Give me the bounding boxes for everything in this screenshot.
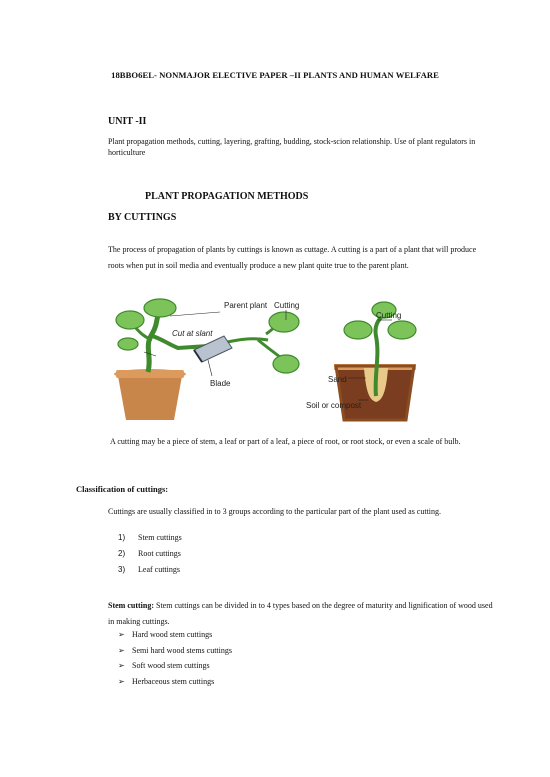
label-cutting-right: Cutting <box>376 311 402 320</box>
arrow-bullet-icon: ➢ <box>118 645 125 655</box>
cutting-types-list <box>118 530 182 578</box>
left-pot <box>114 369 186 420</box>
label-sand: Sand <box>328 375 347 384</box>
label-parent-plant: Parent plant <box>224 301 268 310</box>
syllabus-text: Plant propagation methods, cutting, layering, grafting, budding, stock-scion relationship. Use of plant regulators in horticulture <box>108 137 476 157</box>
list-item: 1) Stem cuttings <box>118 533 182 542</box>
classification-intro: Cuttings are usually classified in to 3 groups according to the particular part of the plant used as cutting. <box>108 507 442 516</box>
label-cutting-left: Cutting <box>274 301 300 310</box>
list-item: ➢ Soft wood stem cuttings <box>118 658 232 674</box>
list-item: 2) Root cuttings <box>118 549 181 558</box>
unit-title: UNIT -II <box>108 116 147 127</box>
label-soil-compost: Soil or compost <box>306 401 362 410</box>
subsection-title: BY CUTTINGS <box>108 212 177 223</box>
arrow-bullet-icon: ➢ <box>118 630 125 639</box>
cutting-left <box>266 312 299 334</box>
stem-cutting-paragraph: Stem cutting: Stem cuttings can be divided in to 4 types based on the degree of maturity and lignification of wood used in making cuttings. <box>108 601 493 626</box>
stem-cutting-label: Stem cutting: <box>108 601 154 610</box>
document-header: 18BBO6EL- NONMAJOR ELECTIVE PAPER –II PLANTS AND HUMAN WELFARE <box>111 70 439 80</box>
section-title: PLANT PROPAGATION METHODS <box>145 191 309 202</box>
intro-paragraph: The process of propagation of plants by cuttings is known as cuttage. A cutting is a part of a plant that will produce roots when put in soil media and eventually produce a new plant quite true to the parent plant. <box>108 245 477 270</box>
label-blade: Blade <box>210 379 231 388</box>
arrow-bullet-icon: ➢ <box>118 676 125 686</box>
cutting-propagation-figure <box>108 296 438 426</box>
classification-heading: Classification of cuttings: <box>76 484 169 494</box>
list-item: ➢ Semi hard wood stems cuttings <box>118 643 232 659</box>
list-item: 3) Leaf cuttings <box>118 565 180 574</box>
label-cut-at-slant: Cut at slant <box>172 329 213 338</box>
figure-caption: A cutting may be a piece of stem, a leaf or part of a leaf, a piece of root, or root stock, or even a scale of bulb. <box>110 437 461 446</box>
list-item: ➢ Hard wood stem cuttings <box>118 627 232 643</box>
arrow-bullet-icon: ➢ <box>118 661 125 670</box>
stem-cutting-types-list <box>118 627 232 689</box>
pot-body <box>118 376 182 420</box>
list-item: ➢ Herbaceous stem cuttings <box>118 674 232 690</box>
blade-icon <box>194 336 232 362</box>
